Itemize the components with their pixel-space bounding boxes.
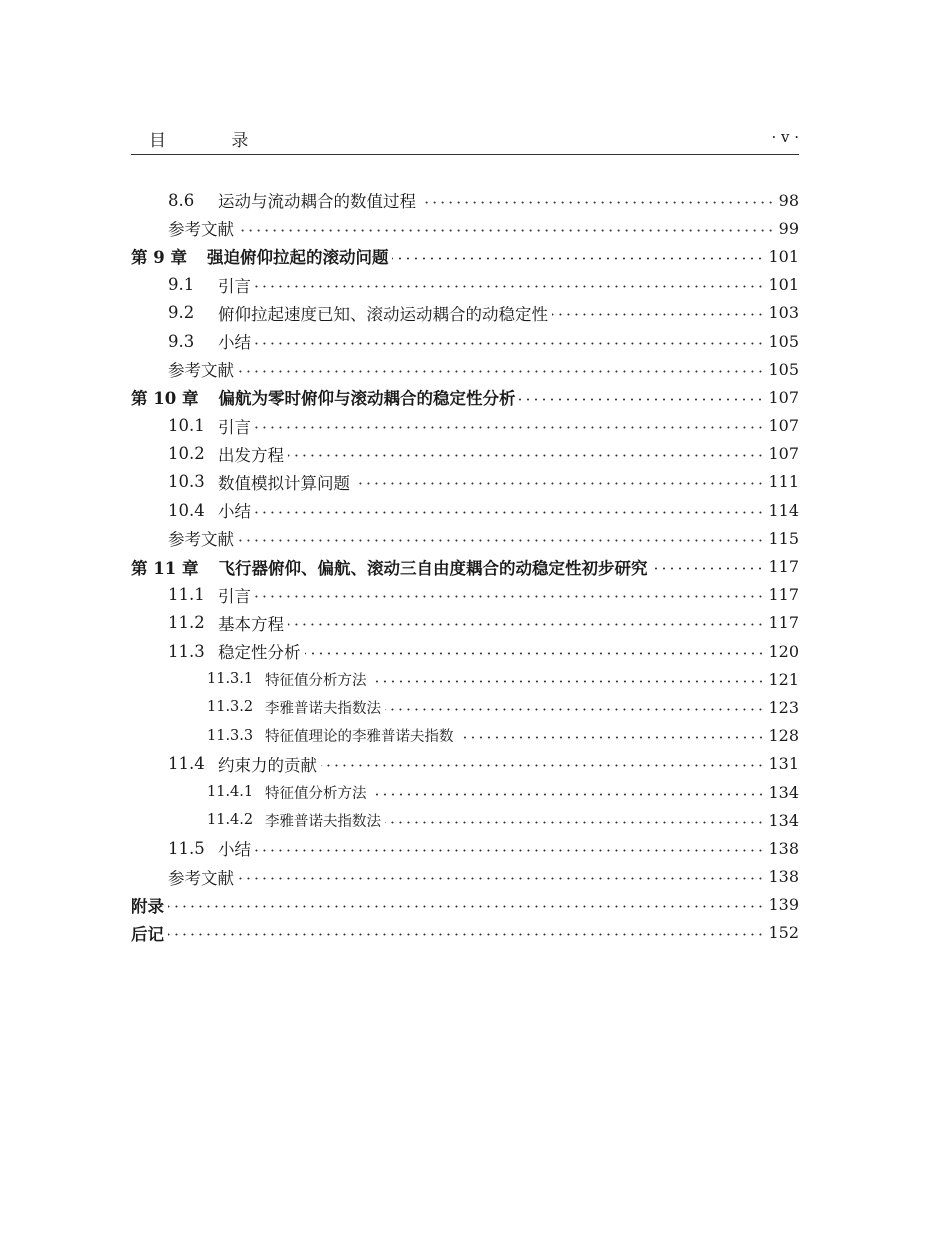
toc-chapter-entry[interactable] [131,383,799,411]
toc-entry[interactable] [131,299,799,327]
toc-entry[interactable] [131,722,799,750]
toc-entry-title: 李雅普诺夫指数法 [265,700,381,717]
dot-leader [552,313,764,316]
toc-entry-number: 11.5 [168,838,205,858]
toc-entry-title: 引言 [218,586,251,606]
toc-entry-number: 11.3.3 [207,727,254,744]
toc-entry-page: 107 [768,387,799,407]
toc-entry-title: 强迫俯仰拉起的滚动问题 [206,248,389,268]
toc-entry-number: 11.4.2 [207,812,254,829]
toc-entry-title: 基本方程 [218,614,284,634]
toc-entry[interactable] [131,778,799,806]
header-title: 目 录 [149,131,279,151]
toc-entry-page: 105 [768,359,799,379]
table-of-contents [131,186,799,947]
toc-entry-page: 101 [768,246,799,266]
toc-entry[interactable] [131,440,799,468]
dot-leader [255,342,764,345]
toc-entry-number: 9.1 [168,275,195,295]
toc-entry-page: 107 [768,416,799,436]
toc-entry-title: 数值模拟计算问题 [218,473,350,493]
toc-entry[interactable] [131,581,799,609]
toc-entry-page: 152 [768,923,799,943]
toc-entry[interactable] [131,186,799,214]
toc-chapter-entry[interactable] [131,552,799,580]
toc-entry-number: 11.3.1 [207,671,254,688]
toc-entry[interactable] [131,806,799,834]
toc-entry[interactable] [131,496,799,524]
toc-entry-title: 小结 [218,333,251,353]
toc-entry-title: 特征值理论的李雅普诺夫指数 [265,729,454,746]
toc-chapter-entry[interactable] [131,891,799,919]
toc-entry-page: 121 [768,669,799,689]
toc-entry-page: 105 [768,331,799,351]
toc-entry-number: 11.4.1 [207,784,254,801]
toc-entry[interactable] [131,214,799,242]
toc-entry[interactable] [131,609,799,637]
toc-entry-number: 11.1 [168,585,205,605]
toc-chapter-entry[interactable] [131,242,799,270]
toc-entry-title: 特征值分析方法 [265,785,367,802]
toc-entry-number: 第 11 章 [131,558,199,578]
dot-leader [519,398,764,401]
toc-entry-number: 第 9 章 [131,248,187,268]
toc-entry-page: 111 [768,472,799,492]
toc-entry-page: 131 [768,754,799,774]
dot-leader [288,623,764,626]
toc-entry-page: 123 [768,697,799,717]
toc-entry-title: 运动与流动耦合的数值过程 [218,192,416,212]
toc-chapter-entry[interactable] [131,919,799,947]
toc-entry[interactable] [131,834,799,862]
toc-entry-number: 11.4 [168,754,205,774]
dot-leader [385,708,764,711]
toc-entry-page: 117 [768,613,799,633]
toc-entry-page: 138 [768,838,799,858]
toc-entry-page: 138 [768,867,799,887]
toc-entry-page: 115 [768,528,799,548]
dot-leader [371,793,765,796]
toc-entry-page: 134 [768,782,799,802]
toc-entry-title: 约束力的贡献 [218,755,317,775]
toc-entry-title: 小结 [218,502,251,522]
toc-entry-number: 9.3 [168,331,195,351]
toc-entry-page: 98 [778,190,799,210]
toc-entry[interactable] [131,468,799,496]
toc-entry-title: 飞行器俯仰、偏航、滚动三自由度耦合的动稳定性初步研究 [218,558,648,578]
toc-entry-number: 11.3.2 [207,699,254,716]
dot-leader [305,652,765,655]
toc-entry-page: 134 [768,810,799,830]
dot-leader [385,821,764,824]
dot-leader [458,736,765,739]
toc-entry-page: 117 [768,557,799,577]
toc-entry-title: 引言 [218,417,251,437]
toc-entry[interactable] [131,637,799,665]
toc-entry-page: 101 [768,275,799,295]
toc-entry-title: 偏航为零时俯仰与滚动耦合的稳定性分析 [218,389,516,409]
toc-entry-page: 117 [768,585,799,605]
toc-entry-title: 后记 [131,924,164,944]
dot-leader [288,454,764,457]
toc-entry-page: 107 [768,444,799,464]
dot-leader [255,511,764,514]
toc-entry-title: 参考文献 [168,530,234,550]
toc-entry-title: 参考文献 [168,868,234,888]
toc-entry-title: 出发方程 [218,445,284,465]
dot-leader [321,764,764,767]
toc-entry-number: 10.3 [168,472,205,492]
toc-entry[interactable] [131,693,799,721]
toc-entry-title: 稳定性分析 [218,643,301,663]
toc-entry-number: 9.2 [168,303,195,323]
toc-entry[interactable] [131,271,799,299]
toc-entry-title: 俯仰拉起速度已知、滚动运动耦合的动稳定性 [218,304,548,324]
toc-entry-title: 附录 [131,896,164,916]
toc-entry-number: 第 10 章 [131,389,199,409]
toc-entry-title: 特征值分析方法 [265,672,367,689]
toc-entry-page: 139 [768,895,799,915]
toc-entry[interactable] [131,750,799,778]
toc-entry-number: 10.4 [168,500,205,520]
dot-leader [354,482,764,485]
toc-entry-title: 参考文献 [168,220,234,240]
toc-entry-title: 小结 [218,840,251,860]
dot-leader [420,201,775,204]
dot-leader [238,229,775,232]
toc-entry[interactable] [131,863,799,891]
running-header [131,126,799,155]
toc-entry-title: 参考文献 [168,361,234,381]
toc-entry[interactable] [131,524,799,552]
header-page-number: · v · [771,128,799,146]
dot-leader [168,933,764,936]
toc-entry[interactable] [131,412,799,440]
toc-entry-title: 李雅普诺夫指数法 [265,813,381,830]
toc-entry-page: 128 [768,726,799,746]
toc-entry[interactable] [131,665,799,693]
dot-leader [255,849,764,852]
dot-leader [255,426,764,429]
dot-leader [238,370,764,373]
toc-entry-number: 10.2 [168,444,205,464]
toc-entry-number: 10.1 [168,416,205,436]
toc-entry-number: 11.2 [168,613,205,633]
toc-entry-page: 120 [768,641,799,661]
dot-leader [392,257,764,260]
dot-leader [255,595,764,598]
dot-leader [651,567,764,570]
dot-leader [238,539,764,542]
toc-entry-title: 引言 [218,276,251,296]
dot-leader [255,285,764,288]
toc-entry-page: 99 [778,218,799,238]
toc-entry-page: 103 [768,303,799,323]
dot-leader [168,905,764,908]
toc-entry-page: 114 [768,500,799,520]
toc-entry[interactable] [131,355,799,383]
dot-leader [238,877,764,880]
toc-entry-number: 11.3 [168,641,205,661]
toc-entry[interactable] [131,327,799,355]
toc-entry-number: 8.6 [168,190,195,210]
dot-leader [371,680,765,683]
